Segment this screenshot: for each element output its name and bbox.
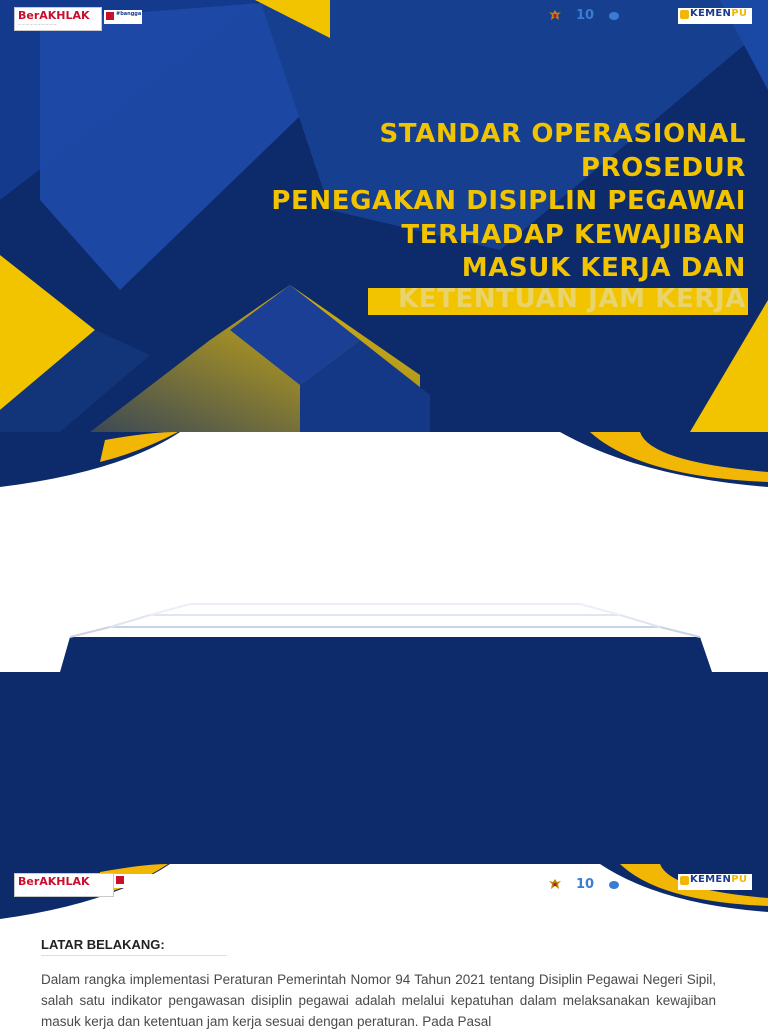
anniversary-logo: 10 <box>576 8 595 23</box>
kemenpu-logo <box>678 874 752 890</box>
bangga-logo-text: #bangga <box>116 11 142 17</box>
title-line-2: PROSEDUR <box>580 152 746 183</box>
berakhlak-logo <box>14 7 102 31</box>
title-underline <box>41 955 227 956</box>
globe-icon <box>608 880 620 890</box>
title-line-6: KETENTUAN JAM KERJA <box>398 284 746 314</box>
bangga-melayani-logo <box>104 10 142 24</box>
dasar-hukum-background <box>0 432 768 864</box>
bangga-melayani-logo <box>114 874 154 888</box>
garuda-emblem-icon <box>548 878 562 890</box>
slide-dasar-hukum <box>0 432 768 864</box>
slide-cover <box>0 0 768 432</box>
berakhlak-logo-text: BerAKHLAK <box>18 875 90 888</box>
title-line-1: STANDAR OPERASIONAL <box>379 119 746 149</box>
globe-icon <box>608 11 620 21</box>
kemenpu-logo <box>678 8 752 24</box>
title-line-5: MASUK KERJA DAN <box>461 253 746 283</box>
anniversary-logo: 10 <box>576 877 595 892</box>
bangga-mark-icon <box>116 876 124 884</box>
kemenpu-logo-text: KEMENPU <box>690 8 748 19</box>
latar-belakang-title: LATAR BELAKANG: <box>41 937 165 952</box>
title-line-4: TERHADAP KEWAJIBAN <box>401 219 746 250</box>
cover-title <box>226 118 746 286</box>
bangga-mark-icon <box>106 12 114 20</box>
garuda-emblem-icon <box>548 9 562 21</box>
berakhlak-logo <box>14 873 114 897</box>
kemenpu-logo-text: KEMENPU <box>690 874 748 885</box>
title-line-3: PENEGAKAN DISIPLIN PEGAWAI <box>271 186 746 216</box>
berakhlak-logo-tagline: — — — — — — — — — — <box>18 22 57 26</box>
berakhlak-logo-text: BerAKHLAK <box>18 9 90 22</box>
kemenpu-mark-icon <box>680 10 689 19</box>
latar-belakang-paragraph: Dalam rangka implementasi Peraturan Pemerintah Nomor 94 Tahun 2021 tentang Disiplin Pegawai Negeri Sipil, salah satu indikator pengawasan disiplin pegawai adalah melalui kepatuhan dalam melaksanakan kewajiban masuk kerja dan ketentuan jam kerja sesuai dengan peraturan. Pada Pasal <box>41 972 716 1029</box>
kemenpu-mark-icon <box>680 876 689 885</box>
